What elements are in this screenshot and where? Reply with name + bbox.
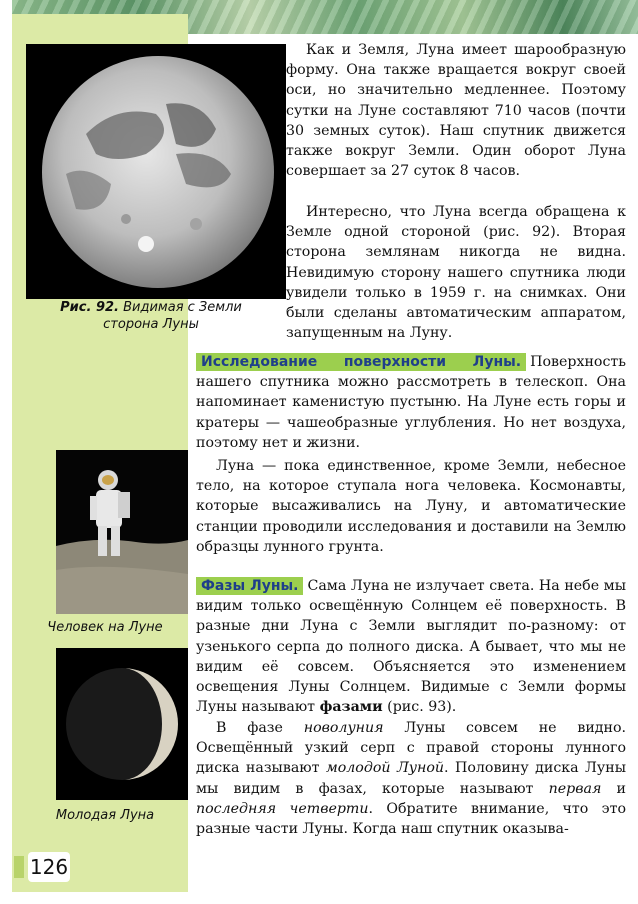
figure-92-caption-text: Видимая с Земли сторона Луны bbox=[103, 300, 242, 332]
paragraph-new-moon-text-b: Луны совсем не видно. Освещённый узкий серп с правой стороны лунного диска называют bbox=[196, 720, 627, 777]
moon-crater bbox=[138, 236, 154, 252]
astronaut-on-moon-photo bbox=[56, 450, 188, 614]
paragraph-surface bbox=[196, 352, 626, 453]
astronaut-caption: Человек на Луне bbox=[47, 620, 163, 635]
young-moon-caption: Молодая Луна bbox=[55, 808, 155, 823]
moon-crater bbox=[121, 214, 131, 224]
term-last-quarter: последняя четверти bbox=[196, 800, 369, 817]
paragraph-moon-shape: Как и Земля, Луна имеет шарообразную форму. Она также вращается вокруг своей оси, но значительно медленнее. Поэтому сутки на Луне составляют 710 часов (почти 30 земных суток). Наш спутник движется также вокруг Земли. Один оборот Луна совершает за 27 суток 8 часов. bbox=[286, 42, 626, 180]
moon-crater bbox=[190, 218, 202, 230]
section-heading-phases: Фазы Луны. bbox=[196, 577, 303, 595]
paragraph-phases-text-b: (рис. 93). bbox=[387, 699, 457, 716]
page-number: 126 bbox=[28, 852, 70, 882]
paragraph-moon-far-side: Интересно, что Луна всегда обращена к Земле одной стороной (рис. 92). Вторая сторона землянам никогда не видна. Невидимую сторону нашего спутника люди увидели только в 1959 г. на снимках. Они были сделаны автоматическим аппаратом, запущенным на Луну. bbox=[286, 204, 626, 342]
section-heading-surface: Исследование поверхности Луны. bbox=[196, 353, 526, 371]
paragraph-phases-text-a: Сама Луна не излучает света. На небе мы видим только освещённую Солнцем её поверхность. В разные дни Луна с Земли выглядит по-разному: от узенького серпа до полного диска. А бывает, что мы не видим её совсем. Объясняется это изменением освещения Луны Солнцем. Видимые с Земли формы Луны называют bbox=[196, 578, 627, 716]
paragraph-new-moon-text-d: и bbox=[616, 780, 627, 797]
young-moon-photo bbox=[56, 648, 188, 800]
paragraph-surface-text: Поверхность нашего спутника можно рассмотреть в телескоп. Она напоминает каменистую пустыню. На Луне есть горы и кратеры — чашеобразные углубления. Но нет воздуха, поэтому нет и жизни. bbox=[196, 354, 626, 451]
figure-92-label: Рис. 92. bbox=[60, 300, 119, 315]
paragraph-new-moon bbox=[196, 718, 626, 839]
paragraph-new-moon-text-a: В фазе bbox=[216, 720, 283, 736]
term-new-moon: новолуния bbox=[303, 720, 384, 736]
figure-92-caption bbox=[32, 300, 270, 334]
paragraph-new-moon-text-e: . Обратите внимание, что это разные части Луны. Когда наш спутник оказыва- bbox=[196, 800, 626, 838]
full-moon-photo bbox=[26, 44, 286, 299]
paragraph-human-on-moon: Луна — пока единственное, кроме Земли, небесное тело, на которое ступала нога человека. Космонавты, которые высаживались на Луну, и автоматические станции проводили исследования и доставили на Землю образцы лунного грунта. bbox=[196, 458, 626, 555]
paragraph-phases bbox=[196, 576, 626, 717]
term-phases: фазами bbox=[319, 699, 383, 716]
term-first: первая bbox=[548, 780, 602, 797]
paragraph-new-moon-text-c: . Половину диска Луны мы видим в фазах, которые называют bbox=[196, 760, 626, 797]
term-young-moon: молодой Луной bbox=[325, 760, 445, 777]
